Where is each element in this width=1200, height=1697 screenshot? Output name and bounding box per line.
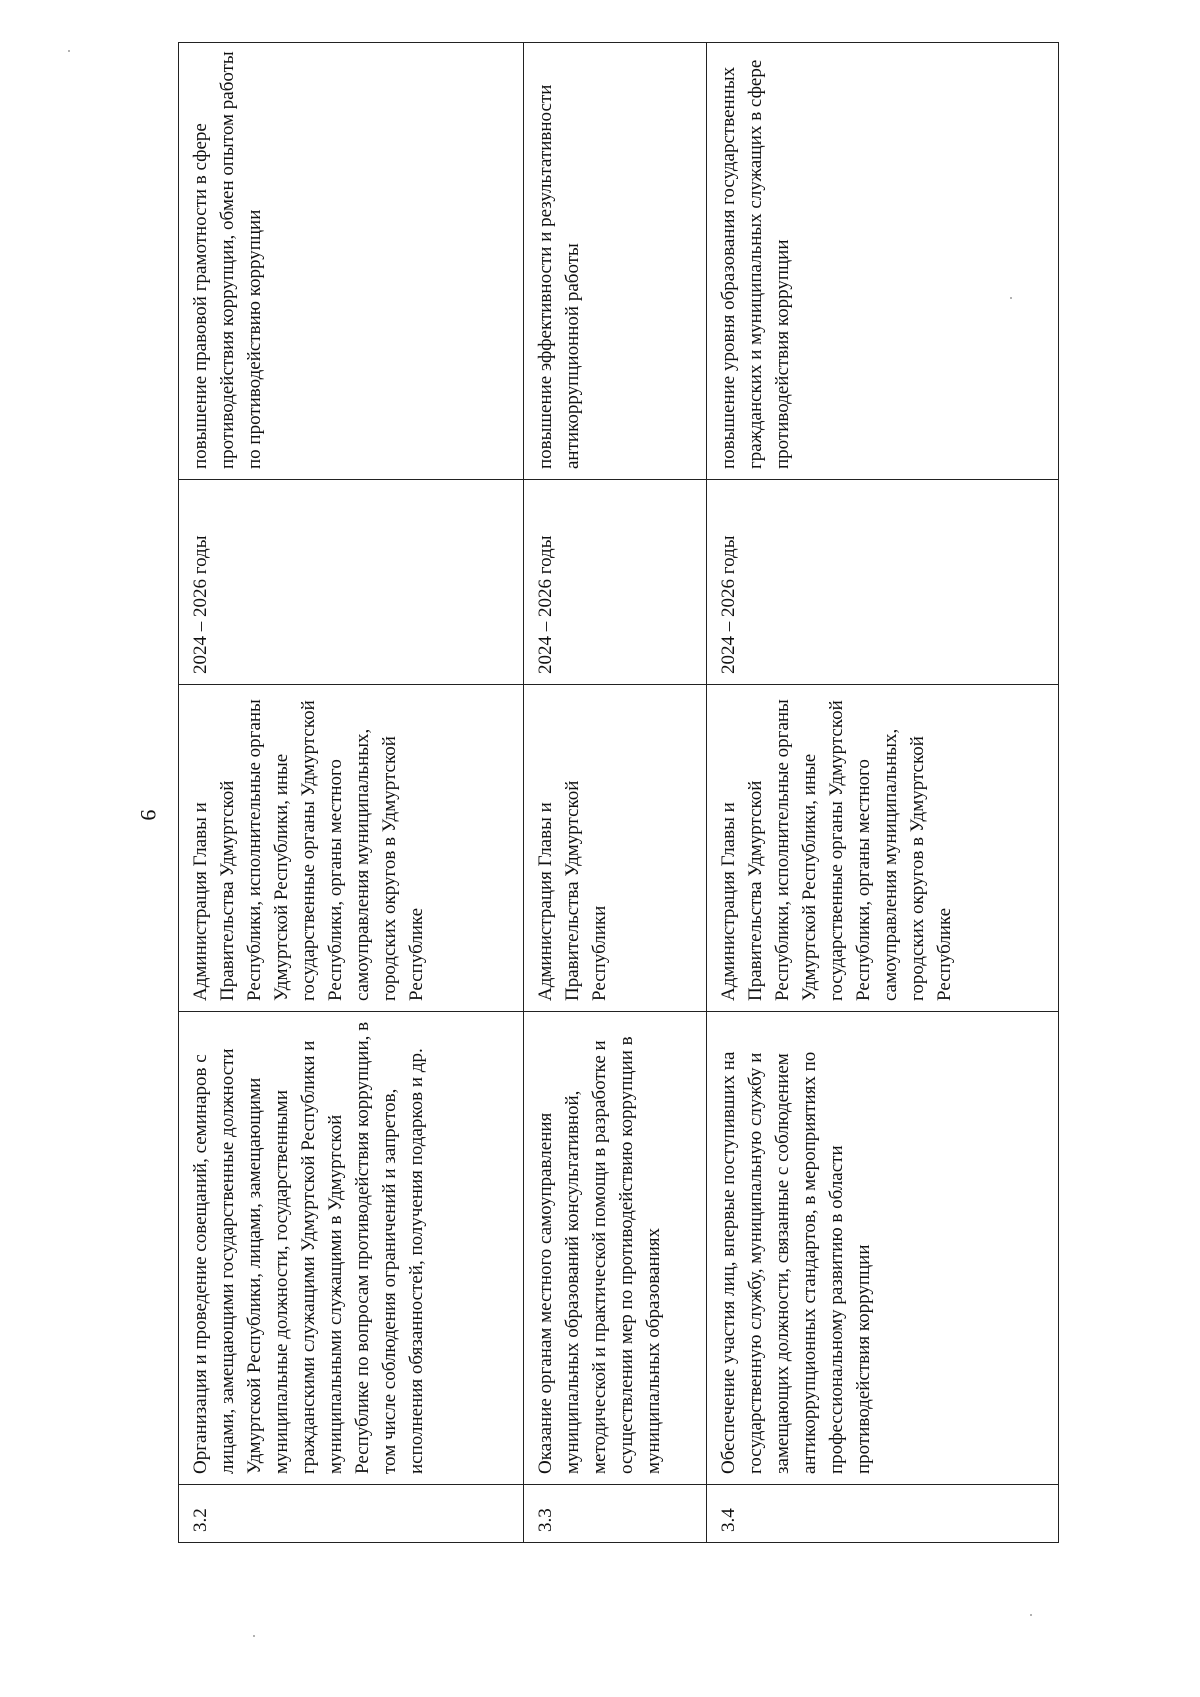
term-cell: 2024 – 2026 годы xyxy=(707,480,1059,685)
result-cell: повышение эффективности и результативности антикоррупционной работы xyxy=(524,43,707,480)
event-cell: Обеспечение участия лиц, впервые поступивших на государственную службу, муниципальную службу и замещающих должности, связанные с соблюдением антикоррупционных стандартов, в мероприятиях по профессиональному развитию в области противодействия коррупции xyxy=(707,1012,1059,1485)
table-row xyxy=(707,43,1059,1543)
measures-table xyxy=(178,42,1059,1543)
term-cell: 2024 – 2026 годы xyxy=(524,480,707,685)
executors-cell: Администрация Главы и Правительства Удмуртской Республики xyxy=(524,685,707,1012)
term-cell: 2024 – 2026 годы xyxy=(179,480,524,685)
table-row xyxy=(179,43,524,1543)
row-number: 3.4 xyxy=(707,1485,1059,1543)
event-cell: Организация и проведение совещаний, семинаров с лицами, замещающими государственные должности Удмуртской Республики, лицами, замещающими муниципальные должности, государственными гражданскими служащими Удмуртской Республики и муниципальными служащими в Удмуртской Республике по вопросам противодействия коррупции, в том числе соблюдения ограничений и запретов, исполнения обязанностей, получения подарков и др. xyxy=(179,1012,524,1485)
scan-speck xyxy=(1030,1614,1032,1616)
scan-speck xyxy=(253,1635,255,1637)
executors-cell: Администрация Главы и Правительства Удмуртской Республики, исполнительные органы Удмуртской Республики, иные государственные органы Удмуртской Республики, органы местного самоуправления муниципальных, городских округов в Удмуртской Республике xyxy=(707,685,1059,1012)
scan-speck xyxy=(1010,297,1012,299)
event-cell: Оказание органам местного самоуправления муниципальных образований консультативной, методической и практической помощи в разработке и осуществлении мер по противодействию коррупции в муниципальных образованиях xyxy=(524,1012,707,1485)
row-number: 3.3 xyxy=(524,1485,707,1543)
scan-speck xyxy=(68,50,70,52)
row-number: 3.2 xyxy=(179,1485,524,1543)
result-cell: повышение уровня образования государственных гражданских и муниципальных служащих в сфере противодействия коррупции xyxy=(707,43,1059,480)
executors-cell: Администрация Главы и Правительства Удмуртской Республики, исполнительные органы Удмуртской Республики, иные государственные органы Удмуртской Республики, органы местного самоуправления муниципальных, городских округов в Удмуртской Республике xyxy=(179,685,524,1012)
table-container xyxy=(178,43,1058,1543)
result-cell: повышение правовой грамотности в сфере противодействия коррупции, обмен опытом работы по противодействию коррупции xyxy=(179,43,524,480)
table-row xyxy=(524,43,707,1543)
page-number: 9 xyxy=(136,809,161,821)
